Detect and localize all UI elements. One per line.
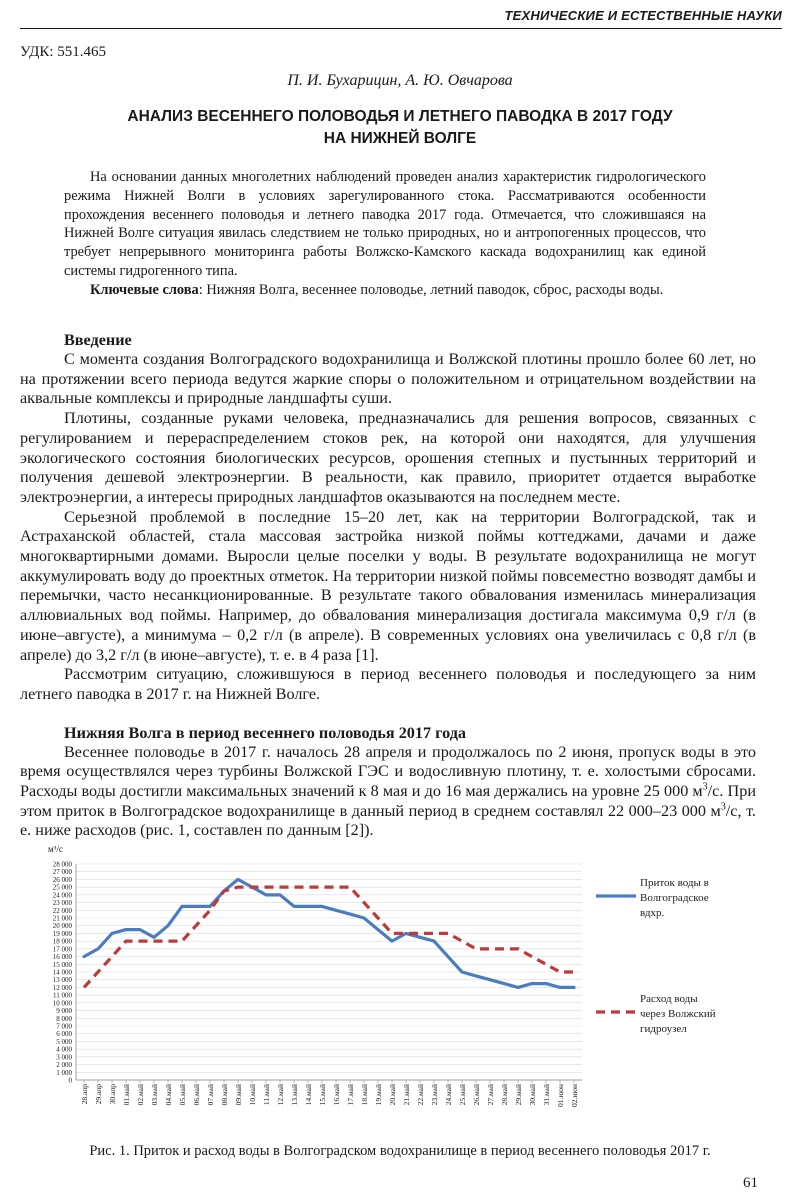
x-tick-label: 17.май [346,1084,355,1106]
figure-caption: Рис. 1. Приток и расход воды в Волгоградском водохранилище в период весеннего половодья 2017 г. [89,1143,711,1159]
y-tick-label: 21 000 [52,914,72,923]
section2-heading: Нижняя Волга в период весеннего половодья 2017 года [64,723,466,742]
intro-paragraph-2: Плотины, созданные руками человека, предназначались для решения вопросов, связанных с регулированием и перераспределением стоков рек, на которой они находятся, для улучшения экологического состояния биологических ресурсов, орошения степных и пустынных территорий и получения дешевой электроэнергии. В реальности, как правило, приоритет отдается выработке электроэнергии, а интересы природных ландшафтов оказываются на последнем месте. [20,409,756,506]
legend-label: Приток воды в [640,877,709,889]
x-tick-label: 28.апр [80,1084,89,1105]
journal-section-title: ТЕХНИЧЕСКИЕ И ЕСТЕСТВЕННЫЕ НАУКИ [504,8,782,23]
x-tick-label: 15.май [318,1084,327,1106]
x-tick-label: 23.май [430,1084,439,1106]
y-tick-label: 28 000 [52,860,72,869]
y-tick-label: 26 000 [52,875,72,884]
x-tick-label: 31.май [542,1084,551,1106]
x-tick-label: 01.июн [556,1084,565,1108]
y-tick-label: 6 000 [56,1030,72,1039]
section2-paragraph-1 [20,743,756,842]
intro-heading: Введение [64,331,132,349]
udk-code: УДК: 551.465 [20,44,107,60]
x-tick-label: 11.май [262,1084,271,1106]
keywords-label: Ключевые слова [90,281,199,298]
y-axis-label: м³/с [48,844,63,854]
legend-label: вдхр. [640,907,665,919]
x-tick-label: 14.май [304,1084,313,1106]
x-tick-label: 01.май [122,1084,131,1106]
y-tick-label: 22 000 [52,906,72,915]
y-tick-label: 23 000 [52,899,72,908]
x-tick-label: 18.май [360,1084,369,1106]
y-tick-label: 2 000 [56,1061,72,1070]
x-tick-label: 30.май [528,1084,537,1106]
x-tick-label: 21.май [402,1084,411,1106]
legend-label: Расход воды [640,993,698,1005]
section2-text-c: /с, т. е. ниже расходов (рис. 1, составлен по данным [2]). [20,801,756,840]
x-tick-label: 07.май [206,1084,215,1106]
x-tick-label: 27.май [486,1084,495,1106]
section2-text-a: Весеннее половодье в 2017 г. началось 28 апреля и продолжалось по 2 июня, пропуск воды в это время осуществлялся через турбины Волжской ГЭС и водосливную плотину, т. е. холостыми сбросами. Расходы воды достигли максимальных значений к 8 мая и до 16 мая держались на уровне 25 000 м [20,742,756,801]
authors: П. И. Бухарицин, А. Ю. Овчарова [287,72,513,89]
y-tick-label: 5 000 [56,1037,72,1046]
x-tick-label: 02.июн [570,1084,579,1108]
y-tick-label: 17 000 [52,945,72,954]
keywords [64,281,706,300]
abstract-text: На основании данных многолетних наблюдений проведен анализ характеристик гидрологического режима Нижней Волги в условиях зарегулированного стока. Рассматриваются особенности прохождения весеннего половодья и летнего паводка 2017 года. Отмечается, что сложившаяся на Нижней Волге ситуация явилась следствием не только природных, но и антропогенных процессов, что требует непрерывного мониторинга работы Волжско-Камского каскада водохранилищ как единой системы гидрогенного типа. [64,169,706,279]
y-tick-label: 16 000 [52,953,72,962]
y-tick-label: 12 000 [52,983,72,992]
legend-label: Волгоградское [640,892,709,904]
y-tick-label: 19 000 [52,929,72,938]
x-tick-label: 25.май [458,1084,467,1106]
x-tick-label: 28.май [500,1084,509,1106]
article-title [60,106,740,150]
y-tick-label: 18 000 [52,937,72,946]
y-tick-label: 3 000 [56,1053,72,1062]
x-tick-label: 24.май [444,1084,453,1106]
section2-text-b: /с. При этом приток в Волгоградское водохранилище в данный период в среднем составлял 22 000–23 000 м [20,782,756,820]
x-tick-label: 06.май [192,1084,201,1106]
x-tick-label: 19.май [374,1084,383,1106]
y-tick-label: 0 [68,1076,72,1085]
x-tick-label: 16.май [332,1084,341,1106]
x-tick-label: 03.май [150,1084,159,1106]
intro-paragraph-1: С момента создания Волгоградского водохранилища и Волжской плотины прошло более 60 лет, но на протяжении всего периода ведутся жаркие споры о положительном и отрицательном воздействии на аквальные комплексы и природные ландшафты суши. [20,350,756,408]
y-tick-label: 7 000 [56,1022,72,1031]
y-tick-label: 8 000 [56,1014,72,1023]
y-tick-label: 15 000 [52,960,72,969]
legend-label: гидроузел [640,1023,687,1035]
y-tick-label: 20 000 [52,922,72,931]
y-tick-label: 24 000 [52,891,72,900]
y-tick-label: 13 000 [52,976,72,985]
x-tick-label: 29.апр [94,1084,103,1105]
abstract [64,168,706,300]
x-tick-label: 09.май [234,1084,243,1106]
x-tick-label: 29.май [514,1084,523,1106]
x-tick-label: 13.май [290,1084,299,1106]
page-number: 61 [743,1175,758,1191]
series-line-discharge [84,887,574,987]
x-tick-label: 30.апр [108,1084,117,1105]
x-tick-label: 08.май [220,1084,229,1106]
x-tick-label: 04.май [164,1084,173,1106]
y-tick-label: 10 000 [52,999,72,1008]
y-tick-label: 9 000 [56,1007,72,1016]
x-tick-label: 02.май [136,1084,145,1106]
water-flow-chart [34,840,754,1130]
keywords-list: : Нижняя Волга, весеннее половодье, летний паводок, сброс, расходы воды. [198,281,664,298]
title-line-1: АНАЛИЗ ВЕСЕННЕГО ПОЛОВОДЬЯ И ЛЕТНЕГО ПАВОДКА В 2017 ГОДУ [127,108,673,125]
y-tick-label: 14 000 [52,968,72,977]
y-tick-label: 27 000 [52,868,72,877]
x-tick-label: 10.май [248,1084,257,1106]
running-header [20,4,782,29]
superscript-3: 3 [702,781,708,793]
x-tick-label: 05.май [178,1084,187,1106]
intro-paragraph-4: Рассмотрим ситуацию, сложившуюся в период весеннего половодья и последующего за ним летнего паводка в 2017 г. на Нижней Волге. [20,665,756,703]
y-tick-label: 11 000 [53,991,72,1000]
x-tick-label: 20.май [388,1084,397,1106]
article-body [20,330,756,841]
y-tick-label: 1 000 [56,1068,72,1077]
title-line-2: НА НИЖНЕЙ ВОЛГЕ [323,130,477,147]
legend-label: через Волжский [640,1008,716,1020]
x-tick-label: 12.май [276,1084,285,1106]
superscript-3: 3 [720,801,726,813]
x-tick-label: 22.май [416,1084,425,1106]
x-tick-label: 26.май [472,1084,481,1106]
intro-paragraph-3: Серьезной проблемой в последние 15–20 лет, как на территории Волгоградской, так и Астраханской областей, стала массовая застройка низкой поймы коттеджами, дачами и даже многоквартирными домами. Выросли целые поселки у воды. В результате водохранилища не могут аккумулировать воду до проектных отметок. На территории низкой поймы повсеместно возводят дамбы и перемычки, часто несанкционированные. В результате такого обвалования изменилась минерализация аллювиальных вод поймы. Например, до обвалования минерализация достигала максимума 0,9 г/л (в июне–августе), а минимума – 0,2 г/л (в апреле). В современных условиях она увеличилась с 0,8 г/л (в апреле) до 3,2 г/л (в июне–августе), т. е. в 4 раза [1]. [20,507,756,664]
y-tick-label: 25 000 [52,883,72,892]
y-tick-label: 4 000 [56,1045,72,1054]
